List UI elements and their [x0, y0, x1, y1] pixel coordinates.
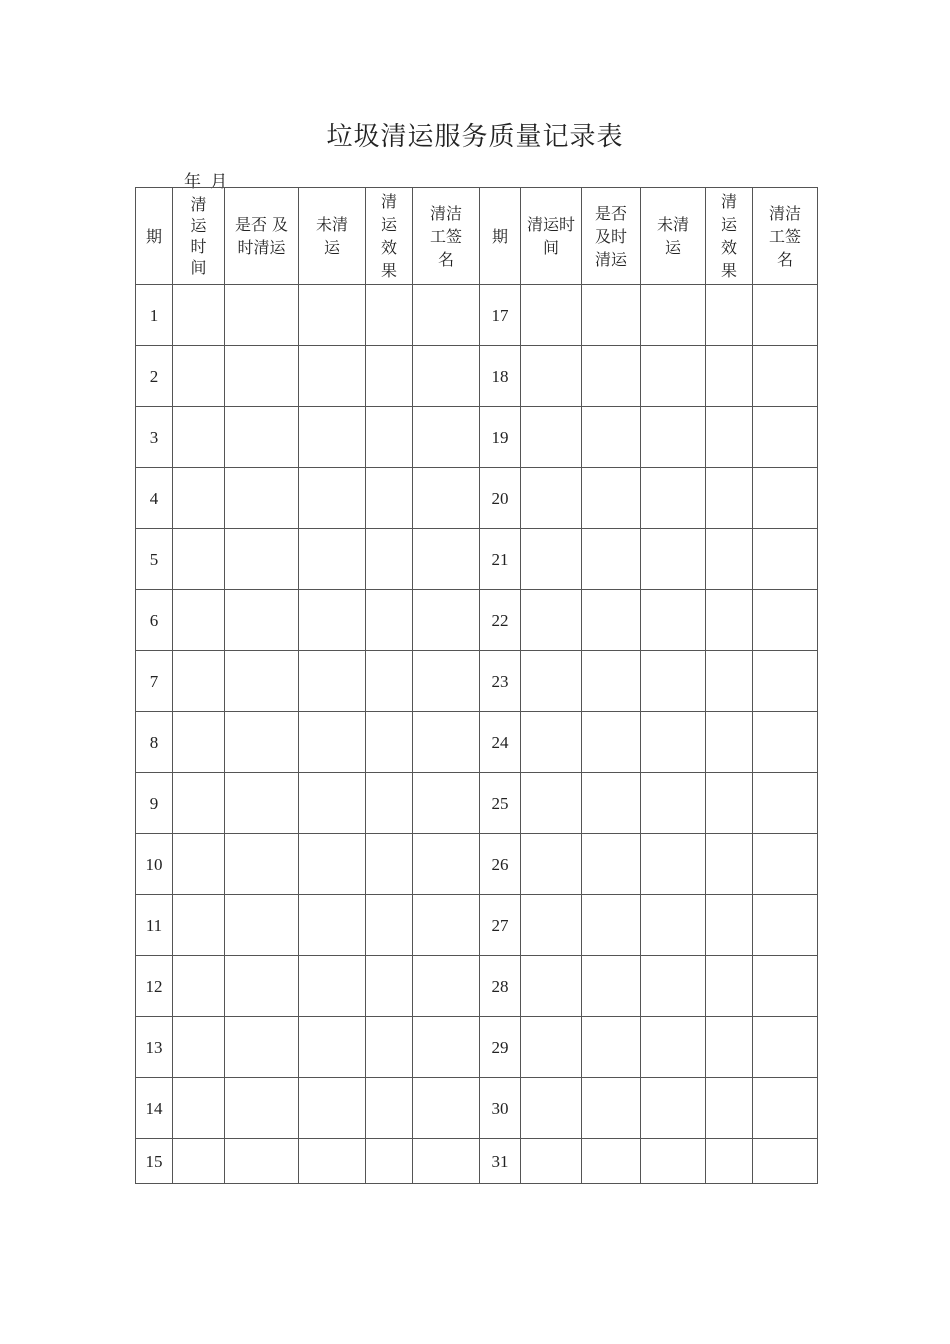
header-ontime-left-text: 是否 及时清运 [234, 215, 289, 257]
entry-cell[interactable] [299, 712, 366, 773]
entry-cell[interactable] [299, 529, 366, 590]
day-number-left: 2 [136, 346, 173, 407]
day-number-right: 31 [480, 1139, 521, 1184]
table-row [136, 956, 818, 1017]
entry-cell[interactable] [641, 346, 706, 407]
entry-cell[interactable] [641, 651, 706, 712]
entry-cell[interactable] [366, 285, 413, 346]
entry-cell[interactable] [299, 590, 366, 651]
entry-cell[interactable] [753, 773, 818, 834]
entry-cell[interactable] [366, 1017, 413, 1078]
year-month-label: 年 月 [184, 172, 230, 192]
entry-cell[interactable] [225, 468, 299, 529]
entry-cell[interactable] [299, 651, 366, 712]
entry-cell[interactable] [413, 590, 480, 651]
entry-cell[interactable] [582, 1078, 641, 1139]
table-row [136, 407, 818, 468]
entry-cell[interactable] [582, 285, 641, 346]
day-number-right: 22 [480, 590, 521, 651]
entry-cell[interactable] [582, 651, 641, 712]
entry-cell[interactable] [413, 285, 480, 346]
entry-cell[interactable] [299, 285, 366, 346]
header-ontime-right-text: 是否及时清运 [594, 203, 627, 269]
header-ontime-right [582, 188, 641, 285]
entry-cell[interactable] [641, 956, 706, 1017]
entry-cell[interactable] [173, 773, 225, 834]
header-sign-left-text: 清洁工签名 [429, 203, 462, 269]
entry-cell[interactable] [706, 834, 753, 895]
table-row [136, 529, 818, 590]
day-number-left: 15 [136, 1139, 173, 1184]
day-number-right: 24 [480, 712, 521, 773]
day-number-left: 10 [136, 834, 173, 895]
day-number-left: 7 [136, 651, 173, 712]
entry-cell[interactable] [521, 834, 582, 895]
entry-cell[interactable] [299, 468, 366, 529]
entry-cell[interactable] [225, 712, 299, 773]
table-row [136, 1017, 818, 1078]
day-number-left: 3 [136, 407, 173, 468]
entry-cell[interactable] [582, 1017, 641, 1078]
entry-cell[interactable] [173, 285, 225, 346]
table-row [136, 1139, 818, 1184]
header-time-right [521, 188, 582, 285]
entry-cell[interactable] [706, 529, 753, 590]
entry-cell[interactable] [299, 895, 366, 956]
record-table [135, 187, 818, 1184]
entry-cell[interactable] [706, 285, 753, 346]
day-number-right: 17 [480, 285, 521, 346]
entry-cell[interactable] [753, 712, 818, 773]
header-row [136, 188, 818, 285]
table-row [136, 468, 818, 529]
entry-cell[interactable] [753, 1017, 818, 1078]
entry-cell[interactable] [582, 956, 641, 1017]
entry-cell[interactable] [413, 529, 480, 590]
entry-cell[interactable] [366, 468, 413, 529]
entry-cell[interactable] [225, 1017, 299, 1078]
header-date-right: 期 [480, 188, 521, 285]
entry-cell[interactable] [521, 407, 582, 468]
entry-cell[interactable] [366, 346, 413, 407]
entry-cell[interactable] [641, 468, 706, 529]
day-number-left: 12 [136, 956, 173, 1017]
entry-cell[interactable] [582, 590, 641, 651]
day-number-left: 6 [136, 590, 173, 651]
day-number-right: 20 [480, 468, 521, 529]
entry-cell[interactable] [521, 651, 582, 712]
header-sign-right-text: 清洁工签名 [768, 203, 801, 269]
header-time-right-text: 清运时间 [526, 215, 575, 257]
entry-cell[interactable] [753, 651, 818, 712]
entry-cell[interactable] [173, 468, 225, 529]
entry-cell[interactable] [641, 1139, 706, 1184]
entry-cell[interactable] [299, 1139, 366, 1184]
table-row [136, 834, 818, 895]
entry-cell[interactable] [582, 468, 641, 529]
entry-cell[interactable] [225, 895, 299, 956]
entry-cell[interactable] [706, 468, 753, 529]
entry-cell[interactable] [753, 834, 818, 895]
entry-cell[interactable] [582, 1139, 641, 1184]
entry-cell[interactable] [366, 651, 413, 712]
entry-cell[interactable] [366, 407, 413, 468]
entry-cell[interactable] [366, 712, 413, 773]
entry-cell[interactable] [706, 773, 753, 834]
entry-cell[interactable] [225, 651, 299, 712]
entry-cell[interactable] [582, 834, 641, 895]
entry-cell[interactable] [641, 1017, 706, 1078]
entry-cell[interactable] [706, 1139, 753, 1184]
entry-cell[interactable] [225, 773, 299, 834]
entry-cell[interactable] [753, 529, 818, 590]
entry-cell[interactable] [173, 590, 225, 651]
entry-cell[interactable] [582, 773, 641, 834]
entry-cell[interactable] [173, 834, 225, 895]
entry-cell[interactable] [413, 1139, 480, 1184]
entry-cell[interactable] [753, 407, 818, 468]
day-number-left: 13 [136, 1017, 173, 1078]
entry-cell[interactable] [753, 1078, 818, 1139]
entry-cell[interactable] [413, 834, 480, 895]
entry-cell[interactable] [706, 407, 753, 468]
header-missed-left [299, 188, 366, 285]
day-number-right: 21 [480, 529, 521, 590]
entry-cell[interactable] [413, 956, 480, 1017]
day-number-right: 18 [480, 346, 521, 407]
entry-cell[interactable] [753, 590, 818, 651]
header-date-left: 期 [136, 188, 173, 285]
entry-cell[interactable] [366, 895, 413, 956]
table-row [136, 651, 818, 712]
entry-cell[interactable] [173, 651, 225, 712]
day-number-right: 23 [480, 651, 521, 712]
entry-cell[interactable] [706, 346, 753, 407]
entry-cell[interactable] [173, 1017, 225, 1078]
entry-cell[interactable] [366, 590, 413, 651]
entry-cell[interactable] [413, 468, 480, 529]
entry-cell[interactable] [413, 895, 480, 956]
table-row [136, 1078, 818, 1139]
table-row [136, 895, 818, 956]
entry-cell[interactable] [521, 285, 582, 346]
entry-cell[interactable] [582, 529, 641, 590]
entry-cell[interactable] [753, 468, 818, 529]
entry-cell[interactable] [521, 712, 582, 773]
entry-cell[interactable] [706, 590, 753, 651]
header-effect-left [366, 188, 413, 285]
header-missed-right-text: 未清运 [656, 215, 689, 257]
entry-cell[interactable] [521, 468, 582, 529]
entry-cell[interactable] [173, 1139, 225, 1184]
entry-cell[interactable] [641, 529, 706, 590]
day-number-right: 28 [480, 956, 521, 1017]
entry-cell[interactable] [706, 651, 753, 712]
table-row [136, 773, 818, 834]
header-time-left-text: 清运时间 [190, 195, 207, 277]
entry-cell[interactable] [225, 529, 299, 590]
entry-cell[interactable] [299, 1078, 366, 1139]
entry-cell[interactable] [706, 712, 753, 773]
entry-cell[interactable] [366, 956, 413, 1017]
day-number-right: 29 [480, 1017, 521, 1078]
table-row [136, 712, 818, 773]
entry-cell[interactable] [521, 590, 582, 651]
entry-cell[interactable] [521, 773, 582, 834]
entry-cell[interactable] [173, 346, 225, 407]
day-number-left: 9 [136, 773, 173, 834]
entry-cell[interactable] [366, 773, 413, 834]
header-sign-left [413, 188, 480, 285]
day-number-left: 11 [136, 895, 173, 956]
entry-cell[interactable] [753, 346, 818, 407]
day-number-left: 4 [136, 468, 173, 529]
entry-cell[interactable] [366, 529, 413, 590]
header-effect-right-text: 清运效果 [720, 192, 737, 280]
entry-cell[interactable] [173, 712, 225, 773]
entry-cell[interactable] [521, 1078, 582, 1139]
entry-cell[interactable] [173, 529, 225, 590]
entry-cell[interactable] [299, 834, 366, 895]
entry-cell[interactable] [225, 1139, 299, 1184]
table-row [136, 590, 818, 651]
entry-cell[interactable] [225, 407, 299, 468]
entry-cell[interactable] [753, 956, 818, 1017]
entry-cell[interactable] [366, 834, 413, 895]
entry-cell[interactable] [521, 1139, 582, 1184]
entry-cell[interactable] [173, 407, 225, 468]
entry-cell[interactable] [521, 346, 582, 407]
day-number-right: 25 [480, 773, 521, 834]
day-number-left: 14 [136, 1078, 173, 1139]
entry-cell[interactable] [299, 346, 366, 407]
entry-cell[interactable] [413, 712, 480, 773]
entry-cell[interactable] [225, 956, 299, 1017]
entry-cell[interactable] [299, 407, 366, 468]
day-number-left: 5 [136, 529, 173, 590]
header-ontime-left [225, 188, 299, 285]
entry-cell[interactable] [413, 407, 480, 468]
entry-cell[interactable] [173, 956, 225, 1017]
entry-cell[interactable] [582, 712, 641, 773]
entry-cell[interactable] [521, 1017, 582, 1078]
entry-cell[interactable] [413, 651, 480, 712]
entry-cell[interactable] [753, 895, 818, 956]
table-row [136, 346, 818, 407]
entry-cell[interactable] [641, 712, 706, 773]
day-number-right: 30 [480, 1078, 521, 1139]
entry-cell[interactable] [225, 346, 299, 407]
entry-cell[interactable] [582, 895, 641, 956]
header-missed-left-text: 未清运 [315, 215, 348, 257]
entry-cell[interactable] [753, 285, 818, 346]
day-number-left: 1 [136, 285, 173, 346]
header-sign-right [753, 188, 818, 285]
page-title: 垃圾清运服务质量记录表 [326, 122, 624, 152]
day-number-left: 8 [136, 712, 173, 773]
entry-cell[interactable] [641, 407, 706, 468]
day-number-right: 26 [480, 834, 521, 895]
entry-cell[interactable] [641, 895, 706, 956]
entry-cell[interactable] [706, 895, 753, 956]
entry-cell[interactable] [521, 895, 582, 956]
entry-cell[interactable] [706, 956, 753, 1017]
entry-cell[interactable] [582, 346, 641, 407]
entry-cell[interactable] [225, 590, 299, 651]
entry-cell[interactable] [413, 1078, 480, 1139]
entry-cell[interactable] [641, 834, 706, 895]
entry-cell[interactable] [521, 529, 582, 590]
entry-cell[interactable] [173, 1078, 225, 1139]
header-time-left [173, 188, 225, 285]
entry-cell[interactable] [582, 407, 641, 468]
entry-cell[interactable] [299, 773, 366, 834]
day-number-right: 27 [480, 895, 521, 956]
entry-cell[interactable] [706, 1078, 753, 1139]
entry-cell[interactable] [299, 1017, 366, 1078]
entry-cell[interactable] [641, 1078, 706, 1139]
entry-cell[interactable] [641, 285, 706, 346]
entry-cell[interactable] [413, 1017, 480, 1078]
entry-cell[interactable] [706, 1017, 753, 1078]
header-effect-left-text: 清运效果 [380, 192, 397, 280]
entry-cell[interactable] [521, 956, 582, 1017]
entry-cell[interactable] [366, 1078, 413, 1139]
entry-cell[interactable] [225, 1078, 299, 1139]
entry-cell[interactable] [753, 1139, 818, 1184]
entry-cell[interactable] [173, 895, 225, 956]
entry-cell[interactable] [366, 1139, 413, 1184]
day-number-right: 19 [480, 407, 521, 468]
entry-cell[interactable] [413, 346, 480, 407]
header-missed-right [641, 188, 706, 285]
table-row [136, 285, 818, 346]
entry-cell[interactable] [299, 956, 366, 1017]
header-effect-right [706, 188, 753, 285]
entry-cell[interactable] [413, 773, 480, 834]
entry-cell[interactable] [225, 834, 299, 895]
entry-cell[interactable] [641, 773, 706, 834]
entry-cell[interactable] [641, 590, 706, 651]
entry-cell[interactable] [225, 285, 299, 346]
